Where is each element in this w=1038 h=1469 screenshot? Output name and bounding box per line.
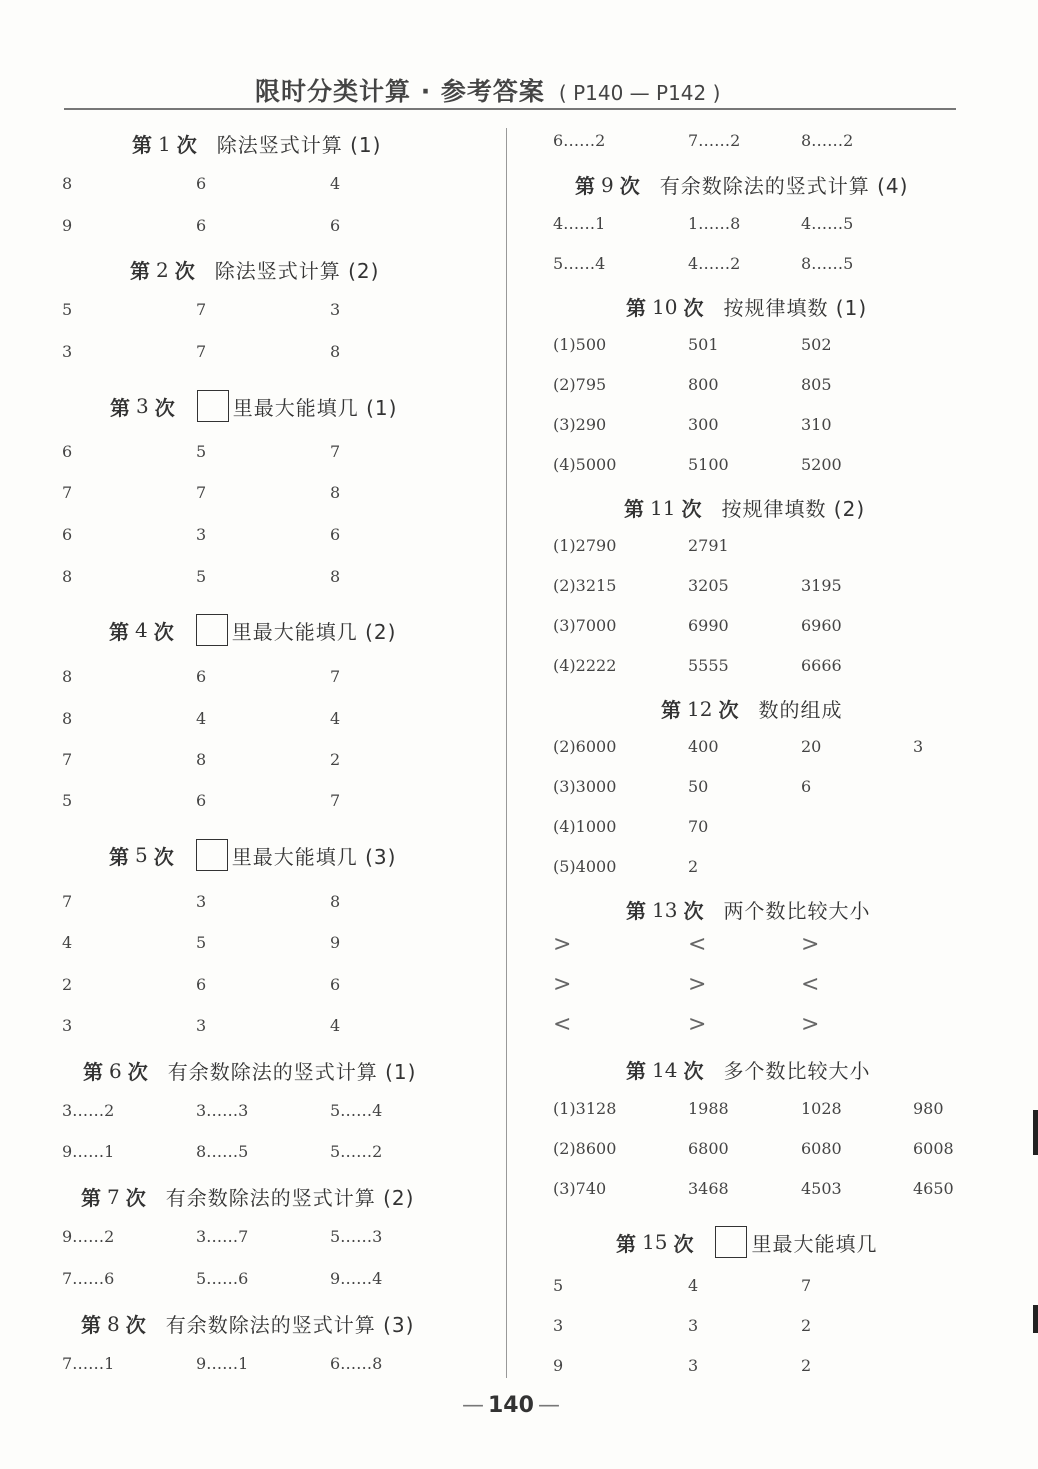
page-header (255, 72, 720, 108)
section-title (83, 1056, 416, 1085)
answer-value: 7……2 (688, 131, 741, 150)
answer-value: (4)1000 (553, 817, 617, 836)
section-title (661, 694, 842, 723)
answer-value: 8 (196, 750, 207, 769)
answer-value: 2 (330, 750, 341, 769)
answer-value: (1)500 (553, 335, 607, 354)
answer-value: 7 (196, 300, 207, 319)
answer-value: 4 (196, 709, 207, 728)
answer-value: 5……3 (330, 1227, 383, 1246)
section-name: 有余数除法的竖式计算 (1) (167, 1060, 417, 1084)
section-suffix: 次 (153, 619, 174, 644)
answer-value: 50 (688, 777, 709, 796)
section-title (81, 1182, 414, 1211)
empty-box-icon (196, 614, 228, 646)
section-prefix: 第 (110, 395, 130, 420)
section-prefix: 第 (109, 619, 129, 644)
section-number: 5 (135, 843, 148, 867)
section-name: 多个数比较大小 (723, 1059, 871, 1083)
answer-value: 3 (196, 892, 207, 911)
answer-value: 6080 (801, 1139, 842, 1158)
answer-value: 5……4 (553, 254, 606, 273)
answer-value: 6 (196, 791, 207, 810)
answer-value: 5100 (688, 455, 729, 474)
answer-value: < (688, 932, 707, 957)
answer-value: (2)3215 (553, 576, 617, 595)
edge-mark (1033, 1110, 1038, 1155)
answer-value: 6 (196, 975, 207, 994)
section-number: 6 (109, 1058, 122, 1083)
section-number: 8 (107, 1311, 120, 1336)
section-suffix: 次 (673, 1231, 694, 1256)
answer-value: 70 (688, 817, 709, 836)
column-divider (506, 128, 507, 1378)
section-prefix: 第 (624, 497, 644, 521)
answer-value: 5 (196, 933, 207, 952)
answer-value: 3……2 (62, 1101, 115, 1120)
answer-value: 3 (196, 525, 207, 544)
section-name: 两个数比较大小 (723, 899, 871, 923)
answer-value: (2)6000 (553, 737, 617, 756)
answer-value: 980 (913, 1099, 944, 1118)
section-title (575, 170, 908, 199)
section-title (132, 129, 381, 158)
answer-value: 3……3 (196, 1101, 249, 1120)
section-number: 14 (652, 1057, 678, 1082)
section-name: 里最大能填几 (2) (231, 619, 397, 644)
answer-value: 6 (330, 975, 341, 994)
answer-value: 6990 (688, 616, 729, 635)
section-prefix: 第 (81, 1186, 101, 1210)
section-number: 4 (135, 618, 148, 642)
answer-value: 6 (801, 777, 812, 796)
answer-value: 3 (62, 342, 73, 361)
section-name: 有余数除法的竖式计算 (2) (165, 1186, 415, 1210)
answer-value: 501 (688, 335, 719, 354)
answer-value: 5 (196, 567, 207, 586)
answer-value: 4……1 (553, 214, 606, 233)
section-suffix: 次 (619, 174, 640, 198)
section-name: 按规律填数 (2) (721, 497, 866, 521)
section-title (626, 1055, 870, 1084)
section-suffix: 次 (683, 296, 704, 320)
answer-value: 7 (196, 342, 207, 361)
answer-value: 6960 (801, 616, 842, 635)
answer-value: 5 (62, 300, 73, 319)
answer-value: 6800 (688, 1139, 729, 1158)
answer-value: 6 (196, 174, 207, 193)
section-name: 数的组成 (758, 698, 843, 722)
answer-value: 7 (62, 892, 73, 911)
answer-value: 5555 (688, 656, 729, 675)
answer-value: 3 (688, 1356, 699, 1375)
section-suffix: 次 (176, 133, 197, 157)
answer-value: 9 (553, 1356, 564, 1375)
answer-value: 9……4 (330, 1269, 383, 1288)
answer-value: < (553, 1012, 572, 1037)
section-title (624, 493, 865, 522)
answer-value: 6 (330, 525, 341, 544)
section-title (626, 895, 870, 924)
answer-value: 8 (330, 342, 341, 361)
section-prefix: 第 (626, 899, 646, 923)
answer-value: 1……8 (688, 214, 741, 233)
section-number: 12 (687, 696, 713, 721)
answer-value: 502 (801, 335, 832, 354)
page-title: 限时分类计算 · 参考答案 (255, 77, 545, 106)
answer-value: 8 (62, 667, 73, 686)
answer-value: 4 (62, 933, 73, 952)
answer-value: 800 (688, 375, 719, 394)
section-name: 里最大能填几 (3) (231, 844, 397, 869)
section-prefix: 第 (81, 1313, 101, 1337)
answer-value: 3 (330, 300, 341, 319)
answer-value: 8 (330, 483, 341, 502)
answer-value: (3)7000 (553, 616, 617, 635)
answer-value: > (688, 972, 707, 997)
answer-value: 4……2 (688, 254, 741, 273)
section-name: 有余数除法的竖式计算 (3) (165, 1313, 415, 1337)
answer-value: 4 (688, 1276, 699, 1295)
answer-value: 4650 (913, 1179, 954, 1198)
section-name: 里最大能填几 (751, 1231, 878, 1256)
section-suffix: 次 (154, 395, 175, 420)
section-number: 9 (601, 172, 614, 197)
section-title (130, 255, 379, 284)
answer-value: > (553, 972, 572, 997)
answer-value: (3)290 (553, 415, 607, 434)
header-rule (64, 108, 956, 110)
answer-value: 300 (688, 415, 719, 434)
answer-value: (4)5000 (553, 455, 617, 474)
section-name: 除法竖式计算 (2) (214, 259, 380, 283)
answer-value: 9……1 (196, 1354, 249, 1373)
answer-value: 1988 (688, 1099, 729, 1118)
answer-value: 5……2 (330, 1142, 383, 1161)
answer-value: 2 (801, 1316, 812, 1335)
section-number: 1 (158, 131, 171, 156)
footer-dash-right: — (537, 1393, 560, 1418)
section-number: 3 (136, 394, 149, 418)
answer-value: 3 (62, 1016, 73, 1035)
answer-value: 6008 (913, 1139, 954, 1158)
edge-mark (1033, 1305, 1038, 1333)
answer-value: 4 (330, 709, 341, 728)
answer-value: (2)8600 (553, 1139, 617, 1158)
page-footer (458, 1393, 564, 1418)
answer-value: 400 (688, 737, 719, 756)
section-suffix: 次 (127, 1060, 148, 1084)
section-number: 10 (652, 294, 678, 319)
section-name: 按规律填数 (1) (723, 296, 868, 320)
section-name: 除法竖式计算 (1) (216, 133, 382, 157)
section-suffix: 次 (718, 698, 739, 722)
answer-value: 8 (62, 709, 73, 728)
answer-value: 7 (196, 483, 207, 502)
answer-value: 7……1 (62, 1354, 115, 1373)
section-number: 11 (650, 495, 676, 520)
answer-value: 4503 (801, 1179, 842, 1198)
answer-value: 805 (801, 375, 832, 394)
answer-value: (3)740 (553, 1179, 607, 1198)
answer-value: 3 (913, 737, 924, 756)
answer-value: 9 (62, 216, 73, 235)
answer-value: 6 (62, 525, 73, 544)
answer-value: 20 (801, 737, 822, 756)
answer-value: 4……5 (801, 214, 854, 233)
section-title (616, 1226, 877, 1258)
answer-value: 3195 (801, 576, 842, 595)
section-prefix: 第 (575, 174, 595, 198)
answer-value: 4 (330, 174, 341, 193)
answer-value: 6666 (801, 656, 842, 675)
section-prefix: 第 (626, 296, 646, 320)
answer-value: 7 (62, 750, 73, 769)
empty-box-icon (197, 390, 229, 422)
answer-value: 5……4 (330, 1101, 383, 1120)
section-prefix: 第 (626, 1059, 646, 1083)
answer-value: 9……2 (62, 1227, 115, 1246)
section-prefix: 第 (109, 844, 129, 869)
answer-value: 5……6 (196, 1269, 249, 1288)
section-prefix: 第 (130, 259, 150, 283)
section-prefix: 第 (661, 698, 681, 722)
answer-value: < (801, 972, 820, 997)
answer-value: 8……2 (801, 131, 854, 150)
answer-value: 3205 (688, 576, 729, 595)
answer-value: 2791 (688, 536, 729, 555)
answer-value: 3 (688, 1316, 699, 1335)
answer-value: 2 (688, 857, 699, 876)
section-suffix: 次 (125, 1186, 146, 1210)
answer-value: (3)3000 (553, 777, 617, 796)
section-prefix: 第 (616, 1231, 636, 1256)
answer-value: 2 (801, 1356, 812, 1375)
answer-value: 7 (330, 791, 341, 810)
section-title (109, 614, 396, 646)
answer-value: 8 (62, 567, 73, 586)
answer-value: 310 (801, 415, 832, 434)
section-suffix: 次 (153, 844, 174, 869)
answer-value: (4)2222 (553, 656, 617, 675)
answer-value: > (553, 932, 572, 957)
empty-box-icon (196, 839, 228, 871)
answer-value: 5 (553, 1276, 564, 1295)
section-number: 13 (652, 897, 678, 922)
answer-value: 6 (196, 216, 207, 235)
answer-value: 5200 (801, 455, 842, 474)
page-range: ( P140 — P142 ) (558, 81, 721, 105)
answer-value: > (688, 1012, 707, 1037)
answer-value: 3468 (688, 1179, 729, 1198)
section-prefix: 第 (132, 133, 152, 157)
answer-value: 6……2 (553, 131, 606, 150)
page-number: 140 (488, 1393, 534, 1418)
section-suffix: 次 (125, 1313, 146, 1337)
answer-value: 6 (330, 216, 341, 235)
section-suffix: 次 (683, 899, 704, 923)
section-name: 里最大能填几 (1) (232, 395, 398, 420)
answer-value: 4 (330, 1016, 341, 1035)
section-prefix: 第 (83, 1060, 103, 1084)
answer-value: 7 (62, 483, 73, 502)
answer-value: 3 (553, 1316, 564, 1335)
section-title (110, 390, 397, 422)
empty-box-icon (715, 1226, 747, 1258)
answer-value: (5)4000 (553, 857, 617, 876)
answer-value: 3 (196, 1016, 207, 1035)
answer-value: (1)2790 (553, 536, 617, 555)
answer-value: (2)795 (553, 375, 607, 394)
section-suffix: 次 (683, 1059, 704, 1083)
answer-value: 7 (330, 442, 341, 461)
answer-value: 5 (62, 791, 73, 810)
section-number: 2 (156, 257, 169, 282)
answer-value: > (801, 1012, 820, 1037)
section-suffix: 次 (174, 259, 195, 283)
answer-value: 9 (330, 933, 341, 952)
answer-value: 8……5 (801, 254, 854, 273)
answer-value: 7 (330, 667, 341, 686)
answer-value: (1)3128 (553, 1099, 617, 1118)
answer-value: 7……6 (62, 1269, 115, 1288)
answer-value: 3……7 (196, 1227, 249, 1246)
answer-value: > (801, 932, 820, 957)
answer-value: 8……5 (196, 1142, 249, 1161)
answer-value: 1028 (801, 1099, 842, 1118)
answer-value: 9……1 (62, 1142, 115, 1161)
answer-value: 8 (330, 567, 341, 586)
answer-value: 2 (62, 975, 73, 994)
answer-value: 7 (801, 1276, 812, 1295)
answer-value: 6……8 (330, 1354, 383, 1373)
answer-value: 6 (62, 442, 73, 461)
footer-dash-left: — (462, 1393, 484, 1418)
answer-value: 8 (62, 174, 73, 193)
section-title (626, 292, 867, 321)
section-suffix: 次 (681, 497, 702, 521)
section-name: 有余数除法的竖式计算 (4) (659, 174, 909, 198)
section-title (81, 1309, 414, 1338)
answer-value: 8 (330, 892, 341, 911)
section-number: 15 (642, 1230, 668, 1254)
section-number: 7 (107, 1184, 120, 1209)
answer-value: 6 (196, 667, 207, 686)
section-title (109, 839, 396, 871)
answer-value: 5 (196, 442, 207, 461)
